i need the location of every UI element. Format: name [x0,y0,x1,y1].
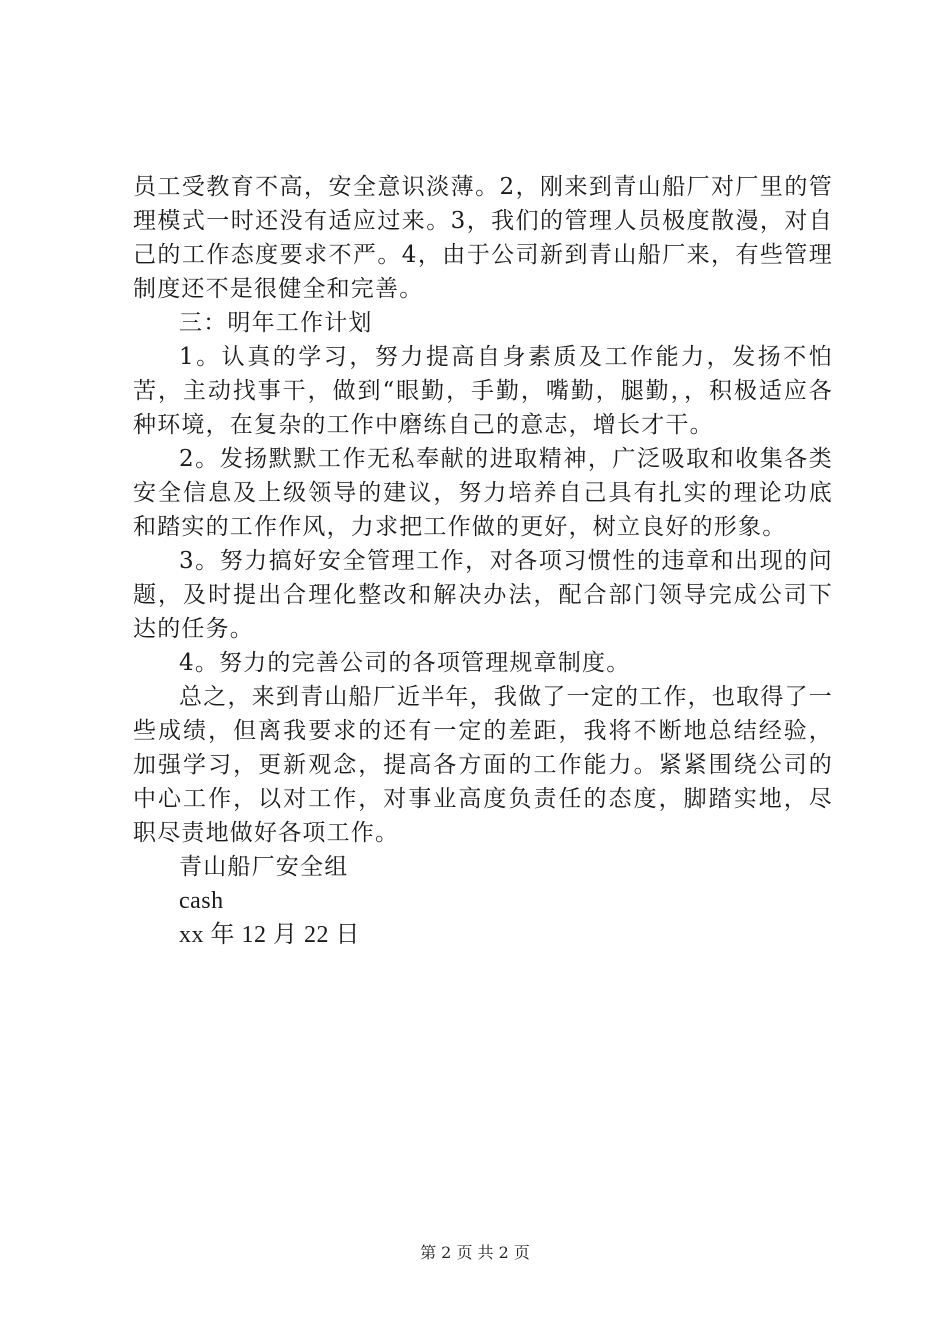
signature-date: xx 年 12 月 22 日 [179,922,360,948]
plan-item-2: 2。发扬默默工作无私奉献的进取精神，广泛吸取和收集各类安全信息及上级领导的建议，努力培养自己具有扎实的理论功底和踏实的工作作风，力求把工作做的更好，树立良好的形象。 [133,446,833,540]
page-footer: 第 2 页 共 2 页 [420,1243,530,1262]
signature-name: cash [179,888,224,914]
paragraph-continuation: 员工受教育不高，安全意识淡薄。2，刚来到青山船厂对厂里的管理模式一时还没有适应过来。3，我们的管理人员极度散漫，对自己的工作态度要求不严。4，由于公司新到青山船厂来，有些管理制度还不是很健全和完善。 [133,174,833,302]
plan-item-3: 3。努力搞好安全管理工作，对各项习惯性的违章和出现的问题，及时提出合理化整改和解决办法，配合部门领导完成公司下达的任务。 [133,548,833,642]
plan-item-4: 4。努力的完善公司的各项管理规章制度。 [179,650,631,676]
summary-paragraph: 总之，来到青山船厂近半年，我做了一定的工作，也取得了一些成绩，但离我要求的还有一定的差距，我将不断地总结经验，加强学习，更新观念，提高各方面的工作能力。紧紧围绕公司的中心工作，以对工作，对事业高度负责任的态度，脚踏实地，尽职尽责地做好各项工作。 [133,684,833,846]
document-body [133,170,833,952]
signature-org: 青山船厂安全组 [179,854,349,880]
section-heading: 三：明年工作计划 [179,310,373,336]
plan-item-1: 1。认真的学习，努力提高自身素质及工作能力，发扬不怕苦，主动找事干，做到“眼勤，手勤，嘴勤，腿勤，，积极适应各种环境，在复杂的工作中磨练自己的意志，增长才干。 [133,344,833,438]
